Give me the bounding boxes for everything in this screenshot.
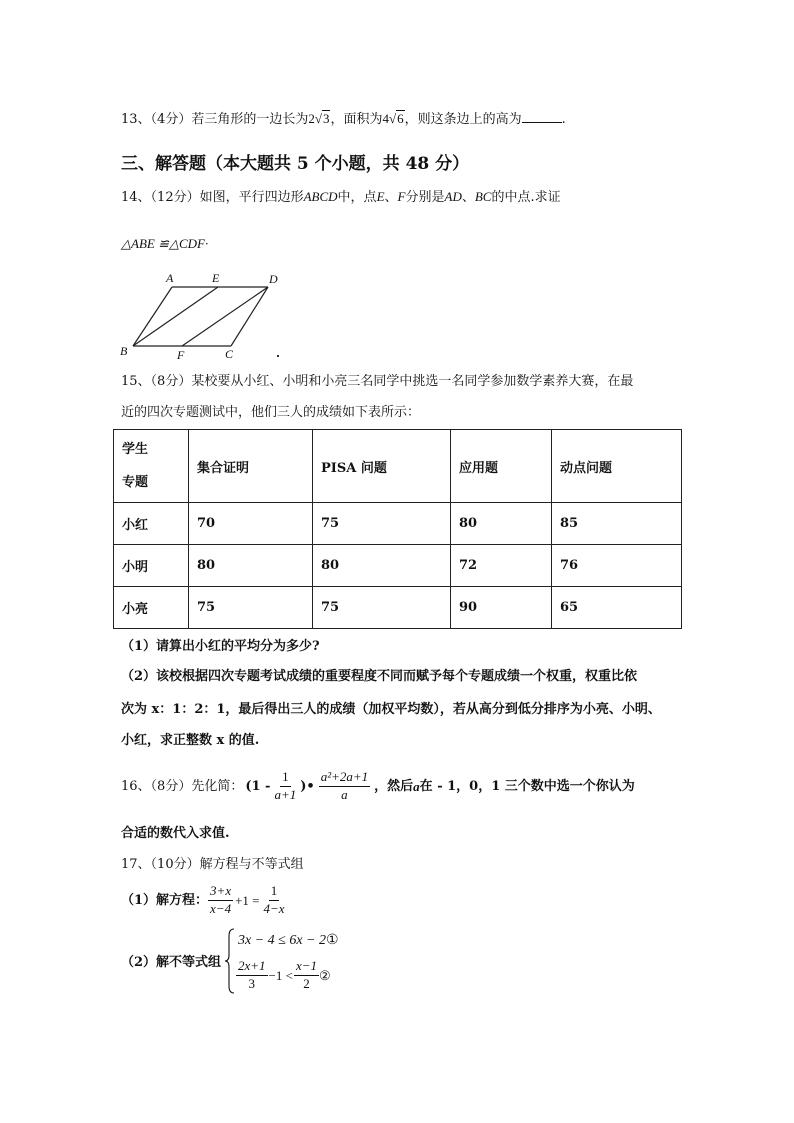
score-table: [113, 429, 682, 629]
q15-sub-2-line-3: 小红，求正整数 x 的值.: [121, 733, 260, 748]
q13-prefix: 13、（4分）若三角形的一边长为: [121, 112, 309, 127]
column-header: 应用题: [451, 430, 552, 503]
table-row: [114, 587, 682, 629]
segment-FD: [182, 287, 268, 346]
table-cell: 75: [189, 587, 313, 629]
figure-dot: [277, 355, 279, 357]
row-header: 小亮: [114, 587, 189, 629]
edge-AB: [133, 287, 172, 346]
q16-line-2: 合适的数代入求值.: [121, 826, 230, 841]
fraction-3-plus-x: $\frac{3+x}{x-4}$: [210, 883, 232, 916]
fraction-1-over-4-minus-x: $\frac{1}{4-x}$: [263, 883, 285, 916]
q15-line-1: 15、（8分）某校要从小红、小明和小亮三名同学中挑选一名同学参加数学素养大赛，在最: [121, 374, 634, 389]
table-cell: 80: [451, 503, 552, 545]
segment-BE: [133, 287, 218, 346]
table-cell: 85: [552, 503, 682, 545]
label-C: C: [225, 347, 234, 361]
table-row: [114, 503, 682, 545]
label-E: E: [212, 271, 220, 285]
table-cell: 70: [189, 503, 313, 545]
fraction-1-over-a-plus-1: $\frac{1}{a+1}$: [274, 769, 297, 802]
row-header: 小红: [114, 503, 189, 545]
table-cell: 80: [313, 545, 451, 587]
circled-two-mark: ②: [319, 967, 331, 983]
column-header: PISA 问题: [313, 430, 451, 503]
q13-area: 4√6: [382, 111, 404, 126]
column-header: 动点问题: [552, 430, 682, 503]
system-brace: [224, 928, 236, 994]
label-A: A: [166, 271, 174, 285]
table-corner-header: 学生 专题: [114, 430, 189, 503]
question-16: 16、（8分）先化简： (1 - $\frac{1}{a+1}$ )• $\frac{\text{a²+2a+1}}{a}$ ，然后 a 在 - 1，0，1 三个数中选一个你认为: [121, 769, 635, 802]
q13-side-length: 2√3: [308, 111, 330, 126]
inequality-1: 3x − 4 ≤ 6x − 2①: [238, 933, 339, 948]
table-row: [114, 545, 682, 587]
label-B: B: [120, 344, 128, 358]
q17-sub-1: （1）解方程： $\frac{3+x}{x-4}$ +1 = $\frac{1}{4-x}$: [121, 883, 285, 916]
q13-suffix: ，则这条边上的高为: [404, 112, 522, 127]
fraction-polynomial-over-a: $\frac{\text{a²+2a+1}}{a}$: [320, 769, 369, 802]
fraction-2x-plus-1: $\frac{2x+1}{3}$: [238, 958, 266, 991]
q13-mid: ，面积为: [330, 112, 383, 127]
q15-sub-2-line-1: （2）该校根据四次专题考试成绩的重要程度不同而赋予每个专题成绩一个权重，权重比依: [121, 669, 638, 684]
question-13: 13、（4分）若三角形的一边长为2√3，面积为4√6，则这条边上的高为 .: [121, 111, 566, 127]
fraction-x-minus-1: $\frac{x-1}{2}$: [295, 958, 318, 991]
row-header: 小明: [114, 545, 189, 587]
table-cell: 90: [451, 587, 552, 629]
table-cell: 80: [189, 545, 313, 587]
label-D: D: [269, 272, 278, 286]
table-cell: 75: [313, 587, 451, 629]
table-cell: 65: [552, 587, 682, 629]
inequality-2: $\frac{2x+1}{3}$ −1 < $\frac{x-1}{2}$ ②: [238, 958, 331, 991]
circled-one-mark: ①: [326, 933, 339, 948]
q15-line-2: 近的四次专题测试中，他们三人的成绩如下表所示：: [121, 405, 421, 420]
parallelogram-figure: [115, 268, 290, 363]
column-header: 集合证明: [189, 430, 313, 503]
table-cell: 72: [451, 545, 552, 587]
table-cell: 76: [552, 545, 682, 587]
q17-sub-2-label: （2）解不等式组: [121, 955, 222, 970]
answer-blank: [522, 111, 562, 123]
question-14: 14、（12分）如图，平行四边形ABCD中，点E、F分别是AD、BC的中点.求证: [121, 189, 561, 205]
section-title: 三、解答题（本大题共 5 个小题，共 48 分）: [121, 154, 470, 174]
table-cell: 75: [313, 503, 451, 545]
q14-proof-statement: △ABE ≌△CDF·: [121, 236, 209, 251]
edge-DC: [231, 287, 268, 346]
q15-sub-1: （1）请算出小红的平均分为多少?: [121, 639, 320, 654]
label-F: F: [177, 348, 185, 362]
q17-title: 17、（10分）解方程与不等式组: [121, 857, 304, 872]
q15-sub-2-line-2: 次为 x：1：2：1，最后得出三人的成绩（加权平均数），若从高分到低分排序为小亮、小明、: [121, 702, 661, 717]
